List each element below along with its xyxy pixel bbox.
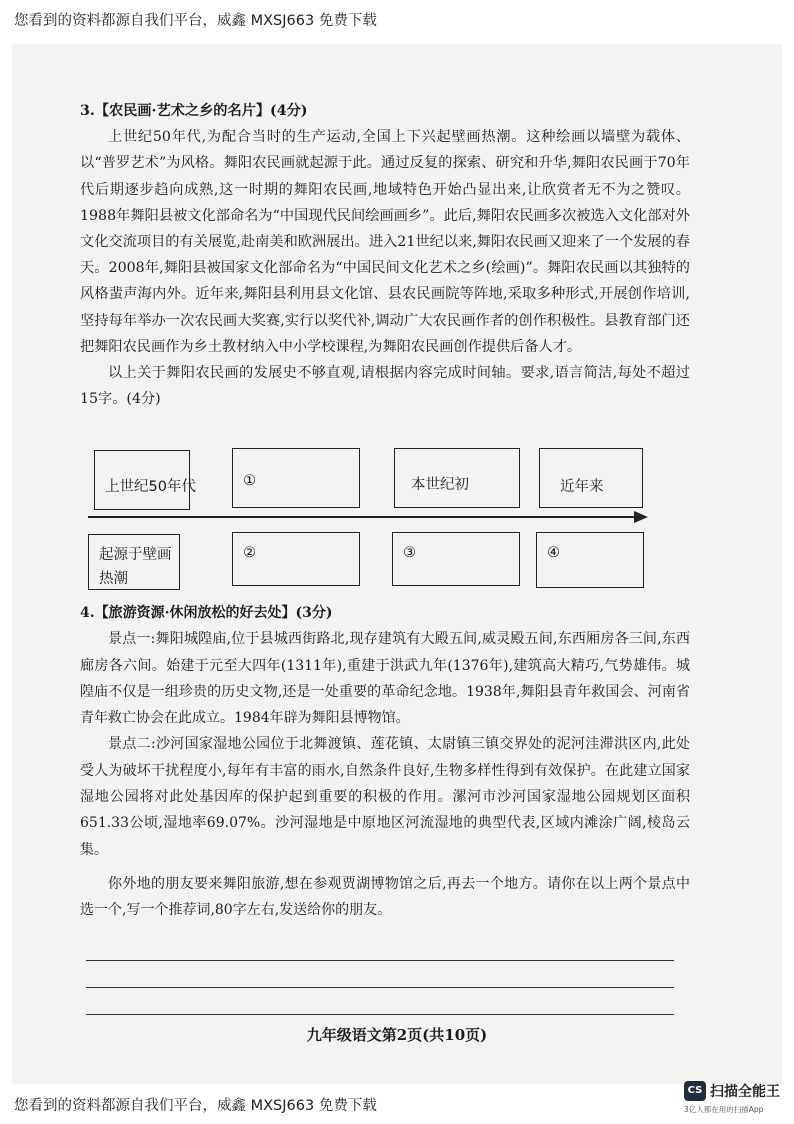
top-watermark-banner: 您看到的资料都源自我们平台，威鑫 MXSJ663 免费下载	[14, 13, 377, 29]
section-3-question: 以上关于舞阳农民画的发展史不够直观,请根据内容完成时间轴。要求,语言简洁,每处不超过15字。(4分)	[80, 365, 690, 408]
timeline-arrow-line	[88, 516, 640, 518]
timeline-arrow-head	[634, 511, 648, 523]
timeline-box-top-1: 上世纪50年代	[94, 450, 190, 510]
section-4-spot-2: 景点二:沙河国家湿地公园位于北舞渡镇、莲花镇、太尉镇三镇交界处的泥河洼滞洪区内,此处受人为破坏干扰程度小,每年有丰富的雨水,自然条件良好,生物多样性得到有效保护。在此建立国家湿地公园将对此处基因库的保护起到重要的积极的作用。漯河市沙河国家湿地公园规划区面积651.33公顷,湿地率69.07%。沙河湿地是中原地区河流湿地的典型代表,区域内滩涂广阔,棱岛云集。	[80, 736, 690, 858]
section-3-body: 上世纪50年代,为配合当时的生产运动,全国上下兴起壁画热潮。这种绘画以墙壁为载体、以“普罗艺术”为风格。舞阳农民画就起源于此。通过反复的探索、研究和升华,舞阳农民画于70年代后期逐步趋向成熟,这一时期的舞阳农民画,地域特色开始凸显出来,让欣赏者无不为之赞叹。1988年舞阳县被文化部命名为“中国现代民间绘画画乡”。此后,舞阳农民画多次被选入文化部对外文化交流项目的有关展览,赴南美和欧洲展出。进入21世纪以来,舞阳农民画又迎来了一个发展的春天。2008年,舞阳县被国家文化部命名为“中国民间文化艺术之乡(绘画)”。舞阳农民画以其独特的风格蜚声海内外。近年来,舞阳县利用县文化馆、县农民画院等阵地,采取多种形式,开展创作培训,坚持每年举办一次农民画大奖赛,实行以奖代补,调动广大农民画作者的创作积极性。县教育部门还把舞阳农民画作为乡土教材纳入中小学校课程,为舞阳农民画创作提供后备人才。	[80, 129, 690, 355]
section-3-title: 3.【农民画·艺术之乡的名片】(4分)	[80, 103, 308, 119]
timeline-box-top-4: 近年来	[539, 448, 643, 508]
scanner-logo-icon: CS	[684, 1081, 706, 1101]
timeline-box-bottom-2: ②	[232, 532, 360, 586]
scanner-app-badge	[684, 1079, 784, 1117]
page-footer: 九年级语文第2页(共10页)	[306, 1026, 488, 1044]
answer-line-3	[86, 1014, 674, 1015]
answer-line-2	[86, 987, 674, 988]
timeline-box-top-3: 本世纪初	[394, 448, 520, 508]
section-4	[80, 600, 690, 924]
scanner-app-name: 扫描全能王	[710, 1084, 780, 1100]
section-4-question: 你外地的朋友要来舞阳旅游,想在参观贾湖博物馆之后,再去一个地方。请你在以上两个景点中选一个,写一个推荐词,80字左右,发送给你的朋友。	[80, 875, 690, 919]
timeline-diagram	[88, 446, 652, 592]
timeline-box-bottom-4: ④	[536, 532, 644, 588]
bottom-watermark-banner: 您看到的资料都源自我们平台，威鑫 MXSJ663 免费下载	[14, 1098, 377, 1114]
scanner-app-tagline: 3亿人都在用的扫描App	[684, 1105, 764, 1114]
timeline-box-bottom-3: ③	[392, 532, 520, 586]
section-3	[80, 98, 690, 412]
timeline-box-bottom-1: 起源于壁画热潮	[88, 534, 180, 590]
section-4-title: 4.【旅游资源·休闲放松的好去处】(3分)	[80, 605, 333, 621]
section-4-spot-1: 景点一:舞阳城隍庙,位于县城西街路北,现存建筑有大殿五间,威灵殿五间,东西厢房各三间,东西廊房各六间。始建于元至大四年(1311年),重建于洪武九年(1376年),建筑高大精巧,气势雄伟。城隍庙不仅是一组珍贵的历史文物,还是一处重要的革命纪念地。1938年,舞阳县青年救国会、河南省青年救亡协会在此成立。1984年辟为舞阳县博物馆。	[80, 631, 690, 727]
answer-line-1	[86, 960, 674, 961]
timeline-box-top-2: ①	[232, 448, 360, 508]
